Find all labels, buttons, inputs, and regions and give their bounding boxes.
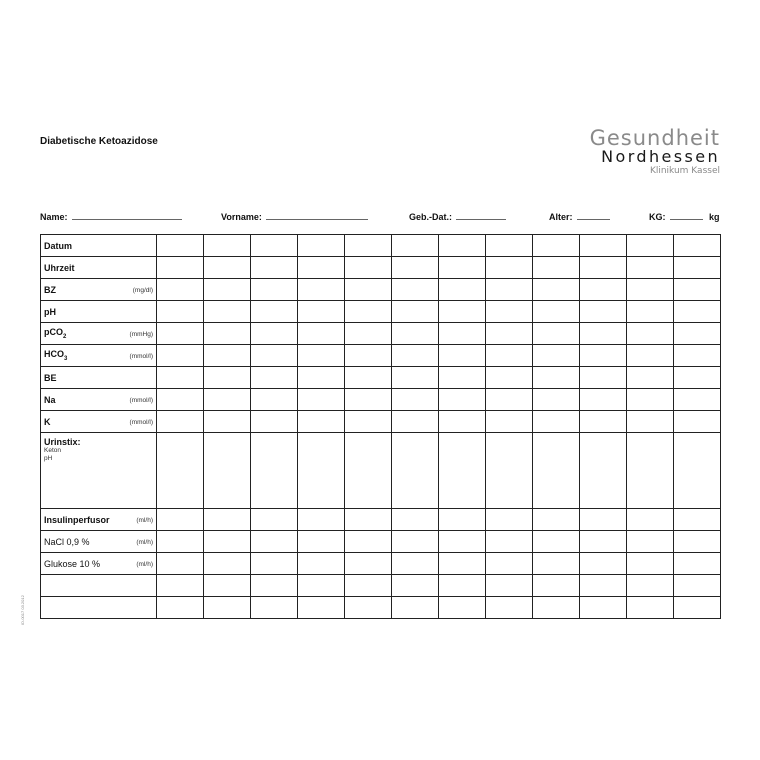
value-cell[interactable] [392,235,439,257]
row-label: K [44,416,51,427]
kg-unit: kg [709,212,720,222]
row-unit: (ml/h) [136,560,153,568]
row-label: BZ [44,284,56,295]
row-label-cell [41,367,157,389]
value-cell[interactable] [627,301,674,323]
value-cell[interactable] [439,345,486,367]
value-cell[interactable] [298,553,345,575]
value-cell[interactable] [533,433,580,509]
value-cell[interactable] [627,575,674,597]
value-cell[interactable] [345,345,392,367]
value-cell[interactable] [392,411,439,433]
value-cell[interactable] [345,433,392,509]
table-row [41,235,721,257]
value-cell[interactable] [251,235,298,257]
value-cell[interactable] [157,575,204,597]
value-cell[interactable] [345,575,392,597]
value-cell[interactable] [486,575,533,597]
name-field[interactable] [40,210,182,222]
value-cell[interactable] [392,575,439,597]
value-cell[interactable] [345,367,392,389]
value-cell[interactable] [345,301,392,323]
value-cell[interactable] [533,235,580,257]
value-cell[interactable] [204,345,251,367]
value-cell[interactable] [157,597,204,619]
value-cell[interactable] [674,411,721,433]
value-cell[interactable] [580,345,627,367]
value-cell[interactable] [580,553,627,575]
table-row [41,553,721,575]
value-cell[interactable] [580,279,627,301]
row-label-cell [41,279,157,301]
value-cell[interactable] [533,597,580,619]
value-cell[interactable] [157,323,204,345]
name-line[interactable] [72,210,182,220]
value-cell[interactable] [157,235,204,257]
value-cell[interactable] [486,389,533,411]
value-cell[interactable] [674,531,721,553]
value-cell[interactable] [298,433,345,509]
value-cell[interactable] [298,597,345,619]
value-cell[interactable] [674,433,721,509]
value-cell[interactable] [204,367,251,389]
value-cell[interactable] [533,509,580,531]
value-cell[interactable] [439,433,486,509]
value-cell[interactable] [533,553,580,575]
alter-label: Alter: [549,212,573,222]
row-label: Insulinperfusor [44,514,110,525]
value-cell[interactable] [439,279,486,301]
value-cell[interactable] [486,411,533,433]
geb-dat-line[interactable] [456,210,506,220]
value-cell[interactable] [674,301,721,323]
value-cell[interactable] [674,279,721,301]
value-cell[interactable] [533,411,580,433]
row-label: NaCl 0,9 % [44,536,90,547]
value-cell[interactable] [298,531,345,553]
value-cell[interactable] [674,345,721,367]
row-label: Urinstix: [44,437,81,447]
table-row [41,597,721,619]
value-cell[interactable] [486,433,533,509]
value-cell[interactable] [439,597,486,619]
value-cell[interactable] [486,323,533,345]
value-cell[interactable] [251,279,298,301]
value-cell[interactable] [204,235,251,257]
value-cell[interactable] [204,323,251,345]
value-cell[interactable] [674,389,721,411]
value-cell[interactable] [486,345,533,367]
geb-dat-field[interactable] [409,210,506,222]
value-cell[interactable] [345,411,392,433]
row-label: BE [44,372,57,383]
value-cell[interactable] [157,389,204,411]
value-cell[interactable] [204,301,251,323]
urinstix-sub-item: Keton [44,447,61,454]
row-label: Glukose 10 % [44,558,101,569]
vorname-label: Vorname: [221,212,262,222]
value-cell[interactable] [674,235,721,257]
row-label-cell [41,531,157,553]
kg-field[interactable] [649,210,720,222]
value-cell[interactable] [533,279,580,301]
value-cell[interactable] [580,531,627,553]
value-cell[interactable] [392,597,439,619]
value-cell[interactable] [251,509,298,531]
value-cell[interactable] [580,509,627,531]
value-cell[interactable] [486,301,533,323]
value-cell[interactable] [157,433,204,509]
table-row [41,509,721,531]
value-cell[interactable] [392,279,439,301]
value-cell[interactable] [486,235,533,257]
row-label-cell [41,389,157,411]
value-cell[interactable] [157,509,204,531]
row-label-cell [41,323,157,345]
value-cell[interactable] [439,235,486,257]
table-row [41,389,721,411]
value-cell[interactable] [345,531,392,553]
value-cell[interactable] [392,323,439,345]
row-label: Datum [44,240,73,251]
vorname-line[interactable] [266,210,368,220]
value-cell[interactable] [392,553,439,575]
value-cell[interactable] [627,257,674,279]
value-cell[interactable] [204,279,251,301]
value-cell[interactable] [674,323,721,345]
row-label: pCO$_2$ [44,327,67,340]
value-cell[interactable] [439,575,486,597]
value-cell[interactable] [439,301,486,323]
value-cell[interactable] [345,279,392,301]
value-cell[interactable] [439,367,486,389]
value-cell[interactable] [674,597,721,619]
value-cell[interactable] [627,597,674,619]
value-cell[interactable] [204,597,251,619]
row-unit: (mmHg) [129,330,153,338]
row-label-cell [41,597,157,619]
row-unit: (ml/h) [136,538,153,546]
value-cell[interactable] [204,389,251,411]
hospital-logo [590,128,720,176]
document-title: Diabetische Ketoazidose [40,136,158,147]
table-row [41,411,721,433]
value-cell[interactable] [345,389,392,411]
value-cell[interactable] [627,553,674,575]
value-cell[interactable] [345,235,392,257]
value-cell[interactable] [580,323,627,345]
value-cell[interactable] [204,411,251,433]
row-label-cell [41,553,157,575]
value-cell[interactable] [627,531,674,553]
row-label: $HCO_3$ [44,349,68,362]
table-row [41,323,721,345]
kg-label: KG: [649,212,666,222]
table-row [41,433,721,509]
table-row [41,531,721,553]
value-cell[interactable] [251,433,298,509]
value-cell[interactable] [627,433,674,509]
value-cell[interactable] [251,553,298,575]
table-row [41,367,721,389]
alter-field[interactable] [549,210,610,222]
value-cell[interactable] [157,345,204,367]
value-cell[interactable] [204,257,251,279]
row-unit: (mmol/l) [129,396,153,404]
value-cell[interactable] [251,597,298,619]
value-cell[interactable] [580,411,627,433]
name-label: Name: [40,212,68,222]
value-cell[interactable] [251,531,298,553]
value-cell[interactable] [533,345,580,367]
value-cell[interactable] [251,575,298,597]
row-unit: (mmol/l) [129,352,153,360]
value-cell[interactable] [486,279,533,301]
row-label-cell [41,345,157,367]
value-cell[interactable] [580,389,627,411]
value-cell[interactable] [627,279,674,301]
value-cell[interactable] [627,345,674,367]
value-cell[interactable] [251,389,298,411]
value-cell[interactable] [674,575,721,597]
value-cell[interactable] [345,597,392,619]
value-cell[interactable] [627,235,674,257]
table-row [41,345,721,367]
value-cell[interactable] [533,367,580,389]
urinstix-sub-item: pH [44,454,53,462]
vorname-field[interactable] [221,210,368,222]
value-cell[interactable] [439,509,486,531]
row-label: Na [44,394,56,405]
value-cell[interactable] [204,553,251,575]
value-cell[interactable] [157,279,204,301]
value-cell[interactable] [627,389,674,411]
value-cell[interactable] [486,367,533,389]
value-cell[interactable] [204,433,251,509]
table-row [41,301,721,323]
alter-line[interactable] [577,210,610,220]
value-cell[interactable] [439,323,486,345]
value-cell[interactable] [486,257,533,279]
row-label-cell [41,411,157,433]
value-cell[interactable] [251,411,298,433]
value-cell[interactable] [298,411,345,433]
row-label-cell [41,257,157,279]
value-cell[interactable] [298,575,345,597]
value-cell[interactable] [486,509,533,531]
value-cell[interactable] [392,345,439,367]
value-cell[interactable] [392,433,439,509]
value-cell[interactable] [345,323,392,345]
value-cell[interactable] [157,301,204,323]
row-unit: (mg/dl) [132,286,153,294]
value-cell[interactable] [298,257,345,279]
row-label-cell [41,235,157,257]
value-cell[interactable] [204,531,251,553]
row-label: Uhrzeit [44,262,75,273]
value-cell[interactable] [157,531,204,553]
value-cell[interactable] [627,323,674,345]
value-cell[interactable] [674,509,721,531]
value-cell[interactable] [439,257,486,279]
value-cell[interactable] [251,345,298,367]
row-label-cell [41,509,157,531]
table-row [41,575,721,597]
value-cell[interactable] [486,597,533,619]
value-cell[interactable] [251,257,298,279]
value-cell[interactable] [580,575,627,597]
form-id-note: ID-0017 03.2012 [20,595,25,625]
value-cell[interactable] [298,367,345,389]
value-cell[interactable] [580,301,627,323]
value-cell[interactable] [486,553,533,575]
value-cell[interactable] [580,433,627,509]
value-cell[interactable] [392,389,439,411]
value-cell[interactable] [580,235,627,257]
row-label-cell [41,301,157,323]
table-row [41,257,721,279]
value-cell[interactable] [674,367,721,389]
value-cell[interactable] [674,553,721,575]
value-cell[interactable] [204,509,251,531]
logo-line-1: Gesundheit [589,126,720,150]
value-cell[interactable] [251,367,298,389]
value-cell[interactable] [157,411,204,433]
value-cell[interactable] [580,367,627,389]
value-cell[interactable] [439,553,486,575]
value-cell[interactable] [345,257,392,279]
value-cell[interactable] [157,367,204,389]
value-cell[interactable] [533,575,580,597]
row-unit: (mmol/l) [129,418,153,426]
value-cell[interactable] [298,235,345,257]
row-unit: (ml/h) [136,516,153,524]
value-cell[interactable] [627,509,674,531]
value-cell[interactable] [298,279,345,301]
value-cell[interactable] [533,301,580,323]
value-cell[interactable] [298,509,345,531]
geb-dat-label: Geb.-Dat.: [409,212,453,222]
table-row [41,279,721,301]
value-cell[interactable] [392,531,439,553]
value-cell[interactable] [298,301,345,323]
value-cell[interactable] [157,257,204,279]
value-cell[interactable] [345,553,392,575]
row-label: pH [44,306,56,317]
value-cell[interactable] [204,575,251,597]
kg-line[interactable] [670,210,703,220]
value-cell[interactable] [627,411,674,433]
row-label-cell [41,575,157,597]
value-cell[interactable] [580,597,627,619]
row-label-cell [41,433,157,509]
value-cell[interactable] [674,257,721,279]
value-cell[interactable] [533,257,580,279]
value-cell[interactable] [486,531,533,553]
value-cell[interactable] [298,323,345,345]
value-cell[interactable] [439,531,486,553]
value-cell[interactable] [298,345,345,367]
patient-fields [40,210,720,224]
logo-line-3: Klinikum Kassel [649,166,720,176]
logo-line-2: Nordhessen [601,147,720,166]
value-cell[interactable] [533,323,580,345]
value-cell[interactable] [533,531,580,553]
value-cell[interactable] [580,257,627,279]
value-cell[interactable] [298,389,345,411]
value-cell[interactable] [533,389,580,411]
value-cell[interactable] [251,301,298,323]
value-cell[interactable] [439,411,486,433]
value-cell[interactable] [392,509,439,531]
value-cell[interactable] [439,389,486,411]
value-cell[interactable] [392,367,439,389]
value-cell[interactable] [392,301,439,323]
ketoacidosis-table [40,234,721,619]
value-cell[interactable] [345,509,392,531]
value-cell[interactable] [251,323,298,345]
value-cell[interactable] [627,367,674,389]
value-cell[interactable] [157,553,204,575]
value-cell[interactable] [392,257,439,279]
